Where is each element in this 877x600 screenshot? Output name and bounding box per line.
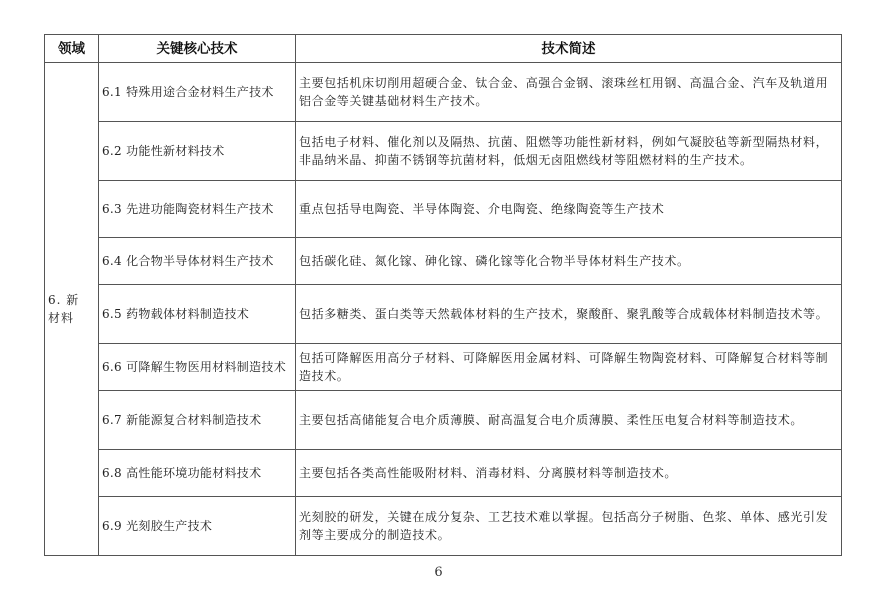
desc-cell: 包括碳化硅、氮化镓、砷化镓、磷化镓等化合物半导体材料生产技术。: [296, 238, 842, 285]
tech-table: [44, 34, 842, 556]
table-row: [45, 63, 842, 122]
tech-cell: 6.3 先进功能陶瓷材料生产技术: [99, 181, 296, 238]
field-cell: 6. 新 材料: [45, 63, 99, 556]
tech-cell: 6.7 新能源复合材料制造技术: [99, 391, 296, 450]
tech-cell: 6.8 高性能环境功能材料技术: [99, 450, 296, 497]
tech-cell: 6.4 化合物半导体材料生产技术: [99, 238, 296, 285]
tech-cell: 6.5 药物载体材料制造技术: [99, 285, 296, 344]
tech-cell: 6.1 特殊用途合金材料生产技术: [99, 63, 296, 122]
table-row: [45, 391, 842, 450]
table-row: [45, 238, 842, 285]
table-header-row: [45, 35, 842, 63]
desc-cell: 主要包括各类高性能吸附材料、消毒材料、分离膜材料等制造技术。: [296, 450, 842, 497]
tech-cell: 6.6 可降解生物医用材料制造技术: [99, 344, 296, 391]
table-row: [45, 450, 842, 497]
header-tech: 关键核心技术: [99, 35, 296, 63]
table-row: [45, 497, 842, 556]
page-number: 6: [434, 565, 443, 580]
desc-cell: 光刻胶的研发，关键在成分复杂、工艺技术难以掌握。包括高分子树脂、色浆、单体、感光引发剂等主要成分的制造技术。: [296, 497, 842, 556]
table-row: [45, 181, 842, 238]
table-row: [45, 285, 842, 344]
table-row: [45, 344, 842, 391]
header-field: 领域: [45, 35, 99, 63]
desc-cell: 主要包括机床切削用超硬合金、钛合金、高强合金钢、滚珠丝杠用钢、高温合金、汽车及轨道用铝合金等关键基础材料生产技术。: [296, 63, 842, 122]
header-desc: 技术简述: [296, 35, 842, 63]
desc-cell: 包括可降解医用高分子材料、可降解医用金属材料、可降解生物陶瓷材料、可降解复合材料等制造技术。: [296, 344, 842, 391]
desc-cell: 重点包括导电陶瓷、半导体陶瓷、介电陶瓷、绝缘陶瓷等生产技术: [296, 181, 842, 238]
desc-cell: 包括多糖类、蛋白类等天然载体材料的生产技术，聚酸酐、聚乳酸等合成载体材料制造技术等。: [296, 285, 842, 344]
tech-cell: 6.9 光刻胶生产技术: [99, 497, 296, 556]
table-row: [45, 122, 842, 181]
desc-cell: 包括电子材料、催化剂以及隔热、抗菌、阻燃等功能性新材料，例如气凝胶毡等新型隔热材料，非晶纳米晶、抑菌不锈钢等抗菌材料，低烟无卤阻燃线材等阻燃材料的生产技术。: [296, 122, 842, 181]
desc-cell: 主要包括高储能复合电介质薄膜、耐高温复合电介质薄膜、柔性压电复合材料等制造技术。: [296, 391, 842, 450]
tech-cell: 6.2 功能性新材料技术: [99, 122, 296, 181]
